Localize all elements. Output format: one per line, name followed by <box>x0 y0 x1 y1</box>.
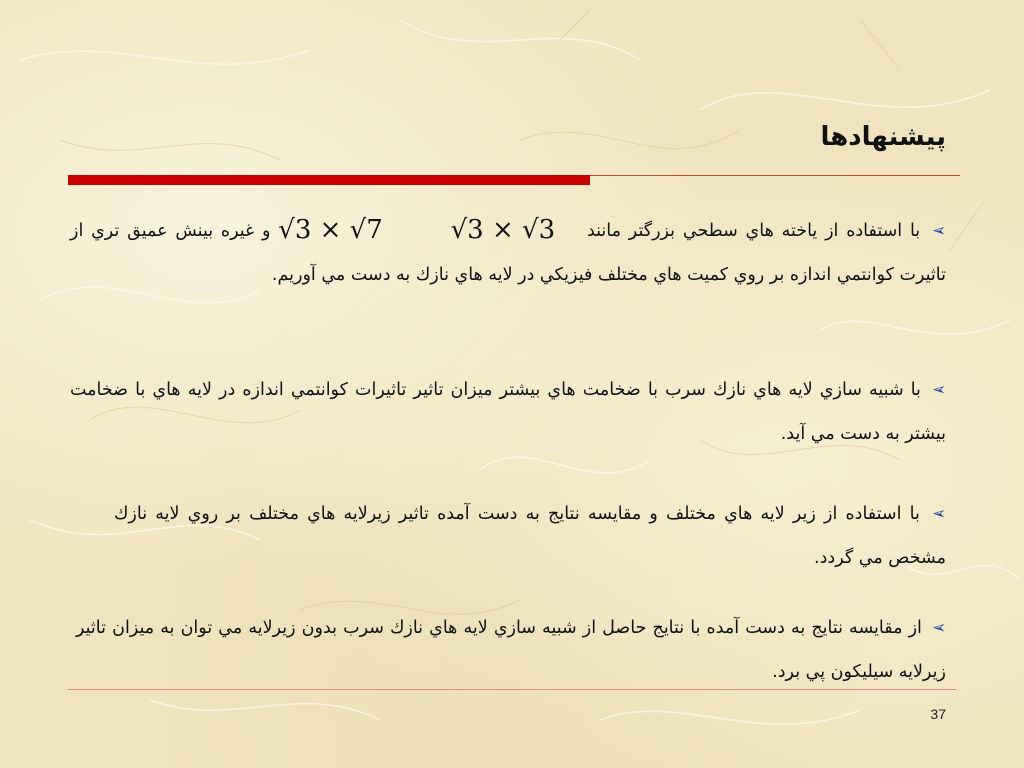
slide-title: پیشنهادها <box>820 122 946 152</box>
arrow-bullet-icon: ➢ <box>931 618 947 638</box>
arrow-bullet-icon: ➢ <box>931 221 947 241</box>
title-divider-line <box>590 175 960 176</box>
bullet-item-2 <box>70 368 946 456</box>
page-number: 37 <box>930 706 946 722</box>
bullet-item-1 <box>70 208 946 297</box>
arrow-bullet-icon: ➢ <box>931 380 947 400</box>
math-sqrt3-times-sqrt7: √3 × √7 <box>278 215 383 245</box>
bullet-1-text-before: با استفاده از ياخته هاي سطحي بزرگتر مانند <box>586 221 921 241</box>
bullet-4-text: از مقايسه نتايج به دست آمده با نتايج حاصل از شبيه سازي لايه هاي نازك سرب بدون زيرلايه مي توان به ميزان تاثير زيرلايه سيليكون پي برد. <box>76 618 946 682</box>
bullet-3-text: با استفاده از زير لايه هاي مختلف و مقايسه نتايج به دست آمده تاثير زيرلايه هاي مختلف بر روي لايه نازك مشخص مي گردد. <box>114 504 946 568</box>
bullet-1-text-after: و غيره بينش عميق تري از تاثيرت كوانتمي اندازه بر روي كميت هاي مختلف فيزيكي در لايه هاي نازك به دست مي آوريم. <box>70 221 946 285</box>
footer-divider-line <box>68 689 956 690</box>
arrow-bullet-icon: ➢ <box>931 504 947 524</box>
bullet-2-text: با شبيه سازي لايه هاي نازك سرب با ضخامت هاي بيشتر ميزان تاثير تاثيرات كوانتمي اندازه در لايه هاي با ضخامت بيشتر به دست مي آيد. <box>70 380 946 444</box>
title-accent-bar <box>68 175 590 185</box>
bullet-item-4 <box>76 606 946 694</box>
bullet-item-3 <box>114 492 946 580</box>
math-sqrt3-times-sqrt3: √3 × √3 <box>450 215 556 245</box>
